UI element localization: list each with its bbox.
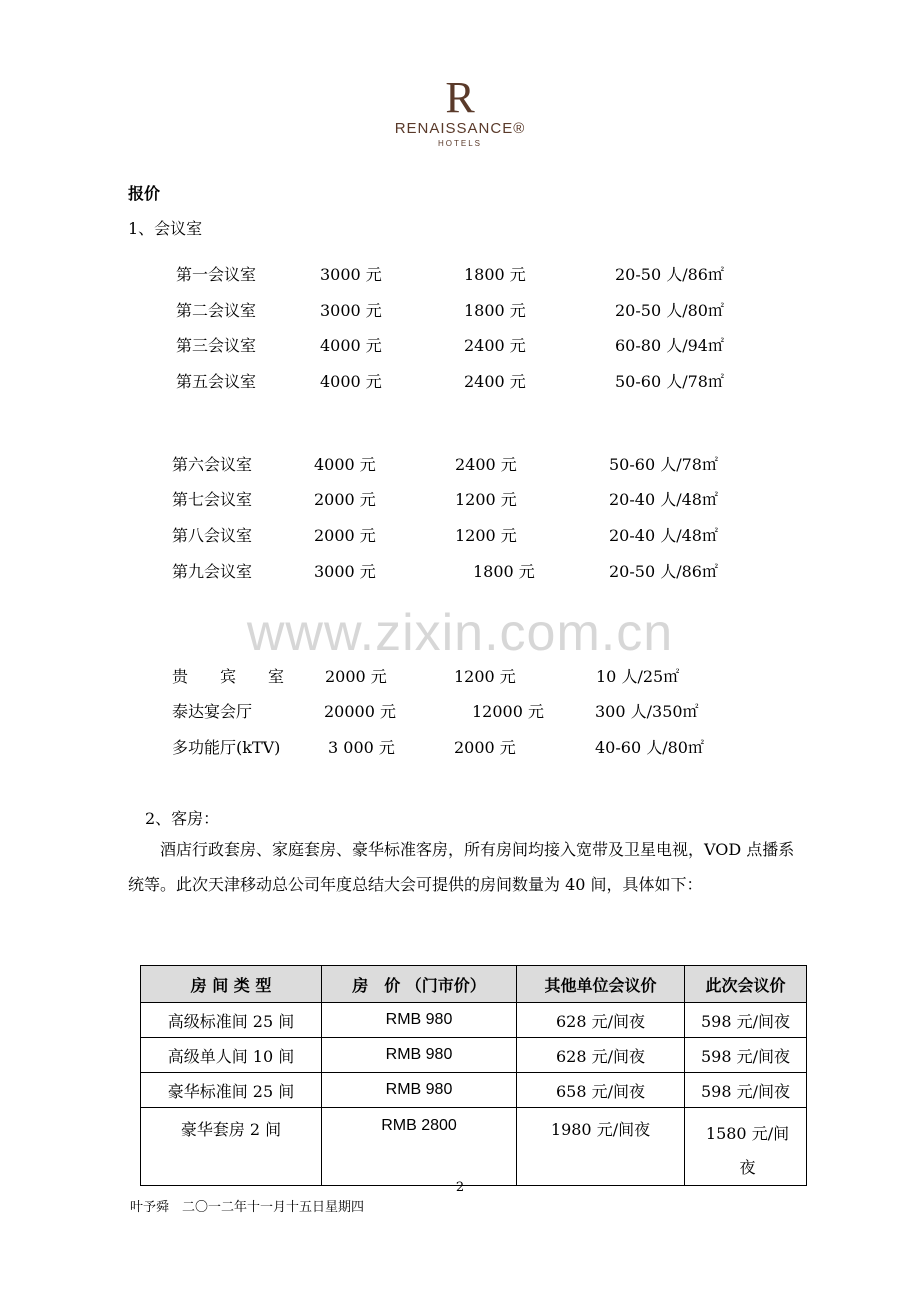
other-rate-cell: 1980 元/间夜	[517, 1108, 685, 1186]
half-day-price: 2000 元	[454, 738, 516, 757]
capacity-area: 20-50 人/80㎡	[615, 301, 724, 320]
room-name: 第九会议室	[172, 562, 253, 581]
room-type-cell: 豪华套房 2 间	[141, 1108, 322, 1186]
room-name: 泰达宴会厅	[172, 702, 253, 721]
room-name: 第五会议室	[176, 372, 257, 391]
table-row	[141, 1108, 807, 1186]
half-day-price: 2400 元	[464, 336, 526, 355]
room-name: 第一会议室	[176, 265, 257, 284]
hotel-logo-name: RENAISSANCE®	[394, 120, 526, 137]
half-day-price: 2400 元	[455, 455, 517, 474]
meeting-rate-cell: 1580 元/间夜	[685, 1108, 807, 1186]
other-rate-cell: 628 元/间夜	[517, 1038, 685, 1073]
header-other-rate: 其他单位会议价	[517, 966, 685, 1003]
rack-rate-cell: RMB 980	[322, 1073, 517, 1108]
table-row	[141, 1038, 807, 1073]
room-name: 第七会议室	[172, 490, 253, 509]
full-day-price: 3 000 元	[328, 738, 395, 757]
half-day-price: 1200 元	[455, 490, 517, 509]
half-day-price: 12000 元	[472, 702, 544, 721]
capacity-area: 20-40 人/48㎡	[609, 526, 718, 545]
full-day-price: 2000 元	[325, 667, 387, 686]
meeting-rate-cell: 598 元/间夜	[685, 1003, 807, 1038]
rack-rate-cell: RMB 980	[322, 1003, 517, 1038]
section-1-title: 1、会议室	[128, 219, 203, 238]
capacity-area: 60-80 人/94㎡	[615, 336, 724, 355]
full-day-price: 4000 元	[320, 336, 382, 355]
half-day-price: 1800 元	[464, 265, 526, 284]
capacity-area: 20-50 人/86㎡	[609, 562, 718, 581]
other-rate-cell: 658 元/间夜	[517, 1073, 685, 1108]
full-day-price: 2000 元	[314, 490, 376, 509]
room-name: 第六会议室	[172, 455, 253, 474]
half-day-price: 1200 元	[455, 526, 517, 545]
room-rate-table	[140, 965, 807, 1186]
other-rate-cell: 628 元/间夜	[517, 1003, 685, 1038]
capacity-area: 40-60 人/80㎡	[595, 738, 704, 757]
full-day-price: 4000 元	[320, 372, 382, 391]
watermark: www.zixin.com.cn	[246, 604, 674, 662]
full-day-price: 3000 元	[320, 301, 382, 320]
meeting-rate-cell: 598 元/间夜	[685, 1038, 807, 1073]
rooms-description: 酒店行政套房、家庭套房、豪华标准客房，所有房间均接入宽带及卫星电视，VOD 点播系统等。此次天津移动总公司年度总结大会可提供的房间数量为 40 间，具体如下：	[128, 840, 795, 894]
hotel-logo-initial: R	[445, 73, 475, 122]
half-day-price: 2400 元	[464, 372, 526, 391]
hotel-logo-sub: HOTELS	[437, 139, 482, 148]
quote-heading: 报价	[128, 184, 161, 203]
meeting-rate-cell: 598 元/间夜	[685, 1073, 807, 1108]
rack-rate-cell: RMB 980	[322, 1038, 517, 1073]
header-meeting-rate: 此次会议价	[685, 966, 807, 1003]
room-name: 第二会议室	[176, 301, 257, 320]
table-row	[141, 1073, 807, 1108]
capacity-area: 20-40 人/48㎡	[609, 490, 718, 509]
full-day-price: 3000 元	[320, 265, 382, 284]
full-day-price: 2000 元	[314, 526, 376, 545]
room-name: 第八会议室	[172, 526, 253, 545]
room-name: 第三会议室	[176, 336, 257, 355]
capacity-area: 10 人/25㎡	[596, 667, 680, 686]
room-name: 多功能厅(kTV)	[172, 738, 281, 757]
table-row	[141, 1003, 807, 1038]
room-type-cell: 高级标准间 25 间	[141, 1003, 322, 1038]
footer-text: 叶予舜 二〇一二年十一月十五日星期四	[130, 1200, 365, 1215]
page-number: 2	[455, 1180, 465, 1195]
full-day-price: 20000 元	[324, 702, 396, 721]
half-day-price: 1800 元	[473, 562, 535, 581]
header-room-type: 房 间 类 型	[141, 966, 322, 1003]
full-day-price: 3000 元	[314, 562, 376, 581]
room-name: 贵 宾 室	[172, 667, 285, 686]
capacity-area: 50-60 人/78㎡	[615, 372, 724, 391]
room-type-cell: 豪华标准间 25 间	[141, 1073, 322, 1108]
room-type-cell: 高级单人间 10 间	[141, 1038, 322, 1073]
capacity-area: 50-60 人/78㎡	[609, 455, 718, 474]
full-day-price: 4000 元	[314, 455, 376, 474]
half-day-price: 1800 元	[464, 301, 526, 320]
table-header-row	[141, 966, 807, 1003]
capacity-area: 300 人/350㎡	[595, 702, 699, 721]
capacity-area: 20-50 人/86㎡	[615, 265, 724, 284]
section-2-title: 2、客房：	[145, 809, 220, 828]
header-rack-rate: 房 价 （门市价）	[322, 966, 517, 1003]
rack-rate-cell: RMB 2800	[322, 1108, 517, 1186]
half-day-price: 1200 元	[454, 667, 516, 686]
